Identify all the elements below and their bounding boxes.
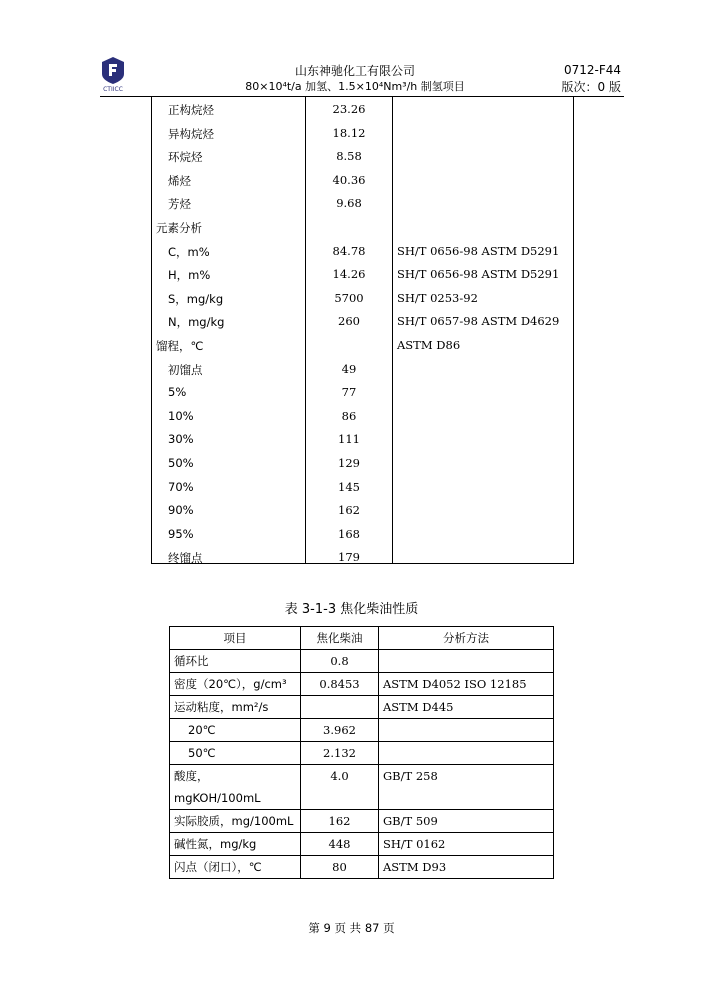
cell-method: SH/T 0253-92 [397,290,478,305]
cell-item: 环烷烃 [168,150,203,165]
page-number: 第 9 页 共 87 页 [308,921,395,935]
cell-item: 异构烷烃 [168,126,214,141]
cell-item: 运动粘度，mm²/s [170,696,301,719]
table-row [152,173,573,191]
table-row [152,409,573,427]
cell-method: SH/T 0656-98 ASTM D5291 [397,267,560,282]
cell-method: SH/T 0162 [379,833,554,856]
table-row [152,550,573,568]
table-row [152,220,573,238]
cell-value: 23.26 [332,102,366,116]
cell-value: 18.12 [332,125,366,140]
cell-method: ASTM D86 [397,338,461,352]
table-row [152,196,573,214]
cell-item: 20℃ [188,723,216,737]
cell-value: 2.132 [301,742,379,765]
cell-value: 145 [338,479,360,494]
cell-value: 84.78 [332,243,366,258]
cell-item: 5% [168,385,187,400]
table-row [152,432,573,450]
table-row [170,833,554,856]
cell-value: 77 [341,385,357,400]
cell-item: 95% [168,526,194,541]
cell-value: 260 [338,314,360,329]
company-name: 山东神驰化工有限公司 [294,64,415,78]
cell-item: 馏程，℃ [156,339,204,353]
header-item: 项目 [170,627,301,650]
table-row [152,480,573,498]
table-row [170,696,554,719]
table-row [152,456,573,474]
cell-item: 50% [168,456,194,470]
cell-item-unit: mgKOH/100mL [174,791,261,805]
table-row [170,765,554,810]
table-row [170,856,554,879]
cell-value: 162 [338,503,360,518]
cell-value: 0.8453 [301,673,379,696]
table-header-row [170,627,554,650]
cell-value: 0.8 [301,650,379,673]
header-value: 焦化柴油 [301,627,379,650]
cell-item: 实际胶质，mg/100mL [170,810,301,833]
table-caption: 表 3-1-3 焦化柴油性质 [284,602,419,617]
cell-value: 129 [338,456,360,470]
table-row [170,742,554,765]
cell-item: 循环比 [170,650,301,673]
cell-item: 正构烷烃 [168,103,214,117]
cell-value: 448 [301,833,379,856]
table-row [152,267,573,285]
table-row [152,291,573,309]
cell-value [301,696,379,719]
table-row [152,314,573,332]
cell-item: H，m% [168,268,211,283]
cell-method: SH/T 0657-98 ASTM D4629 [397,314,560,329]
cell-method: ASTM D93 [379,856,554,879]
cell-item: 10% [168,408,194,423]
cell-item: C，m% [168,244,210,259]
cell-method: ASTM D4052 ISO 12185 [379,673,554,696]
cell-item: 酸度， [174,769,209,783]
cell-item: 闪点（闭口），℃ [170,856,301,879]
table-row [170,810,554,833]
cell-value: 40.36 [332,172,366,187]
cell-value: 8.58 [336,149,362,164]
cell-item: 30% [168,432,194,447]
table-row [152,149,573,167]
cell-item: 碱性氮，mg/kg [170,833,301,856]
cell-item: 70% [168,479,194,494]
cell-method [379,719,554,742]
cell-item: 烯烃 [168,173,191,188]
cell-item: 50℃ [188,746,216,760]
logo-text: CTIICC [103,86,123,92]
cell-value: 179 [338,550,360,565]
company-logo [100,56,126,92]
cell-value: 14.26 [332,267,366,282]
cell-item: 元素分析 [156,221,202,235]
cell-method: GB/T 509 [379,810,554,833]
cell-method: ASTM D445 [379,696,554,719]
cell-method: SH/T 0656-98 ASTM D5291 [397,243,560,258]
doc-code: 0712-F44 [563,63,621,77]
table-row [152,244,573,262]
table-row [170,673,554,696]
header-method: 分析方法 [379,627,554,650]
cell-item: 初馏点 [168,362,203,377]
cell-method: GB/T 258 [379,765,554,810]
properties-table-continued [151,97,574,564]
cell-value: 3.962 [301,719,379,742]
cell-value: 5700 [334,290,364,305]
table-row [152,503,573,521]
cell-value: 80 [301,856,379,879]
table-row [152,527,573,545]
table-row [170,719,554,742]
version-label: 版次：0 版 [561,80,621,94]
cell-item: 芳烃 [168,197,191,212]
cell-item: 密度（20℃），g/cm³ [170,673,301,696]
cell-value: 49 [341,361,357,376]
cell-value: 9.68 [336,196,362,211]
cell-value: 162 [301,810,379,833]
cell-value: 4.0 [301,765,379,810]
table-row [152,126,573,144]
cell-method [379,742,554,765]
table-row [152,362,573,380]
table-row [170,650,554,673]
table-row [152,102,573,120]
cell-item: 终馏点 [168,551,203,566]
cell-item: S，mg/kg [168,291,224,306]
cell-value: 168 [338,526,360,541]
table-row [152,385,573,403]
cell-item: 90% [168,503,194,518]
coker-diesel-properties-table [169,626,554,879]
cell-method [379,650,554,673]
cell-value: 86 [341,408,357,423]
project-name: 80×10⁴t/a 加氢、1.5×10⁴Nm³/h 制氢项目 [245,80,465,93]
cell-item: N，mg/kg [168,315,225,330]
cell-value: 111 [338,432,360,447]
table-row [152,338,573,356]
